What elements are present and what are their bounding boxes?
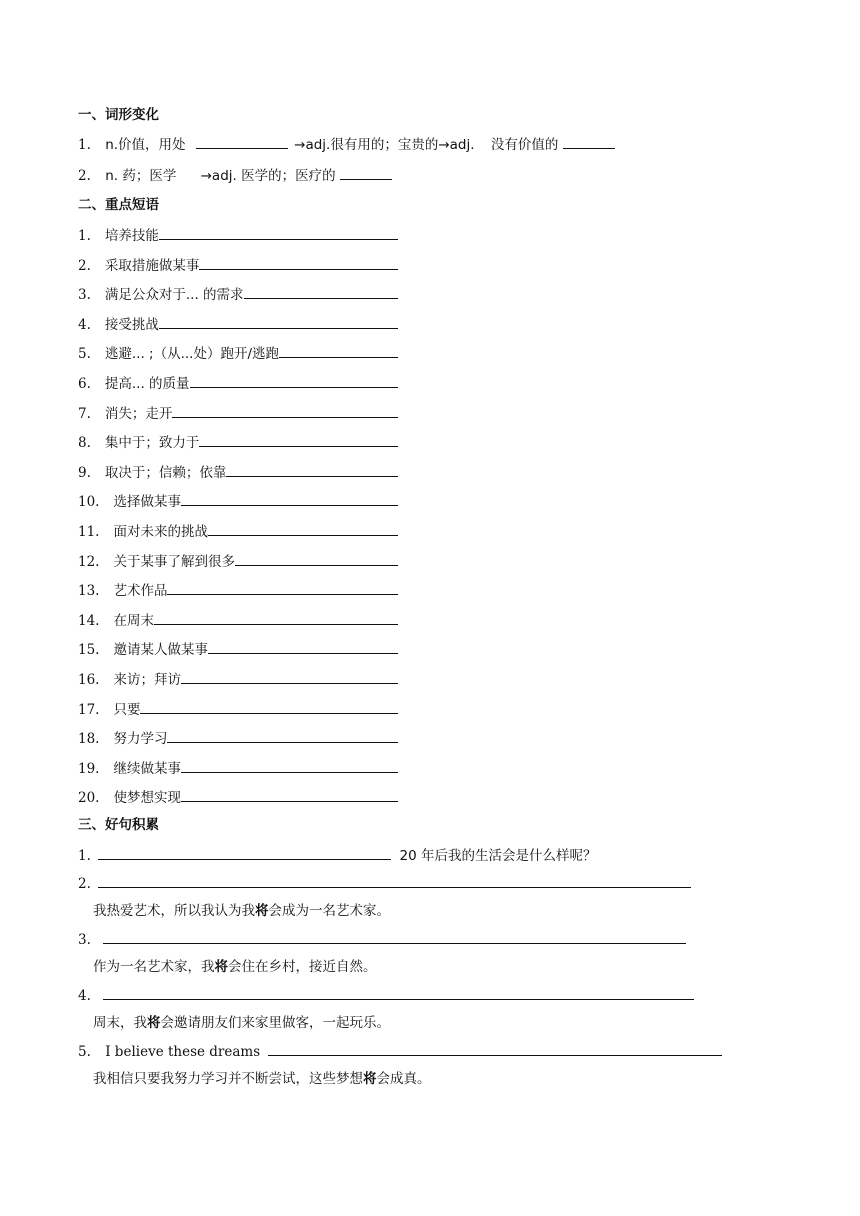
answer-blank[interactable]: [196, 135, 288, 149]
translation-text: 我相信只要我努力学习并不断尝试，这些梦想: [93, 1071, 363, 1087]
translation-text: 我热爱艺术，所以我认为我: [93, 903, 255, 919]
sentence-2: [78, 874, 691, 893]
phrase-number: 5.: [78, 346, 91, 363]
translation-text: 会成真。: [376, 1071, 431, 1087]
sentence-number: 5.: [78, 1044, 91, 1060]
section-heading-good-sentences: 三、好句积累: [78, 817, 159, 833]
sentence-4: [78, 986, 694, 1005]
translation-text: 会住在乡村，接近自然。: [228, 959, 377, 975]
word-form-question-2: [78, 166, 392, 185]
phrase-number: 4.: [78, 316, 91, 333]
phrase-number: 13.: [78, 583, 100, 600]
phrase-number: 11.: [78, 524, 100, 540]
answer-blank[interactable]: [103, 986, 694, 1000]
phrase-text: 选择做某事: [113, 494, 181, 511]
answer-blank[interactable]: [140, 700, 398, 714]
phrase-number: 12.: [78, 553, 100, 570]
phrase-text: 培养技能: [104, 228, 159, 244]
phrase-number: 1.: [78, 228, 91, 244]
question-text: n.价值，用处: [105, 137, 186, 153]
question-text: n. 药；医学: [105, 168, 177, 184]
phrase-item: [78, 404, 398, 423]
answer-blank[interactable]: [199, 433, 398, 447]
translation-emphasis: 将: [255, 903, 269, 919]
sentence-number: 4.: [78, 988, 91, 1004]
phrase-number: 8.: [78, 435, 91, 452]
translation-text: 会邀请朋友们来家里做客，一起玩乐。: [160, 1015, 390, 1031]
answer-blank[interactable]: [181, 492, 398, 506]
phrase-item: [78, 226, 398, 245]
answer-blank[interactable]: [244, 285, 398, 299]
phrase-text: 只要: [113, 701, 141, 718]
answer-blank[interactable]: [98, 874, 691, 888]
answer-blank[interactable]: [190, 374, 398, 388]
phrase-item: [78, 581, 398, 600]
answer-blank[interactable]: [172, 404, 398, 418]
phrase-item: [78, 374, 398, 393]
phrase-text: 使梦想实现: [113, 790, 181, 807]
phrase-number: 10.: [78, 494, 100, 511]
question-number: 1.: [78, 137, 91, 153]
answer-blank[interactable]: [268, 1042, 722, 1056]
question-text: →adj. 医学的；医疗的: [200, 168, 336, 184]
phrase-text: 来访；拜访: [113, 672, 181, 688]
sentence-3-translation: [93, 958, 377, 976]
sentence-number: 3.: [78, 932, 91, 948]
phrase-number: 7.: [78, 405, 91, 422]
phrase-number: 19.: [78, 760, 100, 777]
answer-blank[interactable]: [159, 315, 398, 329]
phrase-number: 15.: [78, 642, 100, 659]
phrase-text: 采取措施做某事: [104, 257, 200, 274]
phrase-item: [78, 729, 398, 748]
phrase-item: [78, 700, 398, 719]
answer-blank[interactable]: [226, 463, 398, 477]
section-heading-word-forms: 一、词形变化: [78, 107, 159, 123]
translation-emphasis: 将: [363, 1071, 377, 1087]
answer-blank[interactable]: [103, 930, 686, 944]
answer-blank[interactable]: [181, 759, 398, 773]
phrase-item: [78, 759, 398, 778]
phrase-item: [78, 492, 398, 511]
translation-emphasis: 将: [147, 1015, 161, 1031]
phrase-number: 17.: [78, 701, 100, 718]
answer-blank[interactable]: [181, 788, 398, 802]
question-text: →adj.很有用的；宝贵的→adj.: [294, 137, 475, 153]
translation-emphasis: 将: [214, 959, 228, 975]
phrase-item: [78, 344, 398, 363]
phrase-text: 逃避... ;（从...处）跑开/逃跑: [104, 346, 280, 363]
answer-blank[interactable]: [181, 670, 398, 684]
phrase-text: 取决于；信赖；依靠: [104, 464, 227, 481]
phrase-text: 集中于；致力于: [104, 435, 200, 452]
phrase-text: 消失；走开: [104, 405, 173, 422]
answer-blank[interactable]: [279, 344, 398, 358]
phrase-item: [78, 552, 398, 571]
phrase-text: 满足公众对于... 的需求: [104, 287, 244, 304]
phrase-number: 2.: [78, 257, 91, 274]
sentence-number: 2.: [78, 876, 91, 892]
phrase-number: 20.: [78, 790, 100, 807]
phrase-item: [78, 611, 398, 630]
phrase-item: [78, 315, 398, 334]
answer-blank[interactable]: [98, 846, 391, 860]
phrase-text: 面对未来的挑战: [113, 524, 208, 540]
phrase-number: 3.: [78, 287, 91, 304]
phrase-number: 18.: [78, 731, 100, 748]
sentence-4-translation: [93, 1014, 390, 1032]
phrase-text: 在周末: [113, 612, 154, 629]
translation-text: 作为一名艺术家，我: [93, 959, 215, 975]
phrase-number: 6.: [78, 376, 91, 392]
phrase-text: 努力学习: [113, 731, 168, 748]
phrase-number: 16.: [78, 672, 100, 688]
sentence-3: [78, 930, 686, 949]
phrase-item: [78, 256, 398, 275]
sentence-1: [78, 846, 596, 865]
word-form-question-1: [78, 135, 615, 154]
sentence-5: [78, 1042, 722, 1061]
phrase-number: 14.: [78, 612, 100, 629]
answer-blank[interactable]: [159, 226, 398, 240]
phrase-item: [78, 670, 398, 689]
section-heading-key-phrases: 二、重点短语: [78, 197, 159, 213]
phrase-text: 邀请某人做某事: [113, 642, 208, 659]
phrase-text: 提高... 的质量: [104, 376, 190, 392]
question-text: 没有价值的: [490, 137, 559, 153]
answer-blank[interactable]: [154, 611, 398, 625]
answer-blank[interactable]: [563, 135, 615, 149]
answer-blank[interactable]: [167, 581, 398, 595]
translation-text: 周末，我: [93, 1015, 147, 1031]
question-number: 2.: [78, 168, 91, 184]
translation-text: 会成为一名艺术家。: [268, 903, 390, 919]
phrase-text: 关于某事了解到很多: [113, 553, 235, 570]
sentence-2-translation: [93, 902, 390, 920]
phrase-item: [78, 463, 398, 482]
answer-blank[interactable]: [199, 256, 398, 270]
answer-blank[interactable]: [208, 522, 398, 536]
phrase-item: [78, 522, 398, 541]
phrase-text: 继续做某事: [113, 760, 181, 777]
answer-blank[interactable]: [208, 640, 398, 654]
phrase-item: [78, 640, 398, 659]
sentence-number: 1.: [78, 848, 91, 864]
answer-blank[interactable]: [235, 552, 398, 566]
sentence-translation: 20 年后我的生活会是什么样呢？: [399, 848, 597, 864]
sentence-start: I believe these dreams: [105, 1044, 261, 1060]
phrase-item: [78, 788, 398, 807]
phrase-item: [78, 433, 398, 452]
sentence-5-translation: [93, 1070, 431, 1088]
phrase-text: 艺术作品: [113, 583, 168, 600]
phrase-number: 9.: [78, 464, 91, 481]
answer-blank[interactable]: [340, 166, 392, 180]
phrase-item: [78, 285, 398, 304]
phrase-text: 接受挑战: [104, 316, 159, 333]
answer-blank[interactable]: [167, 729, 398, 743]
